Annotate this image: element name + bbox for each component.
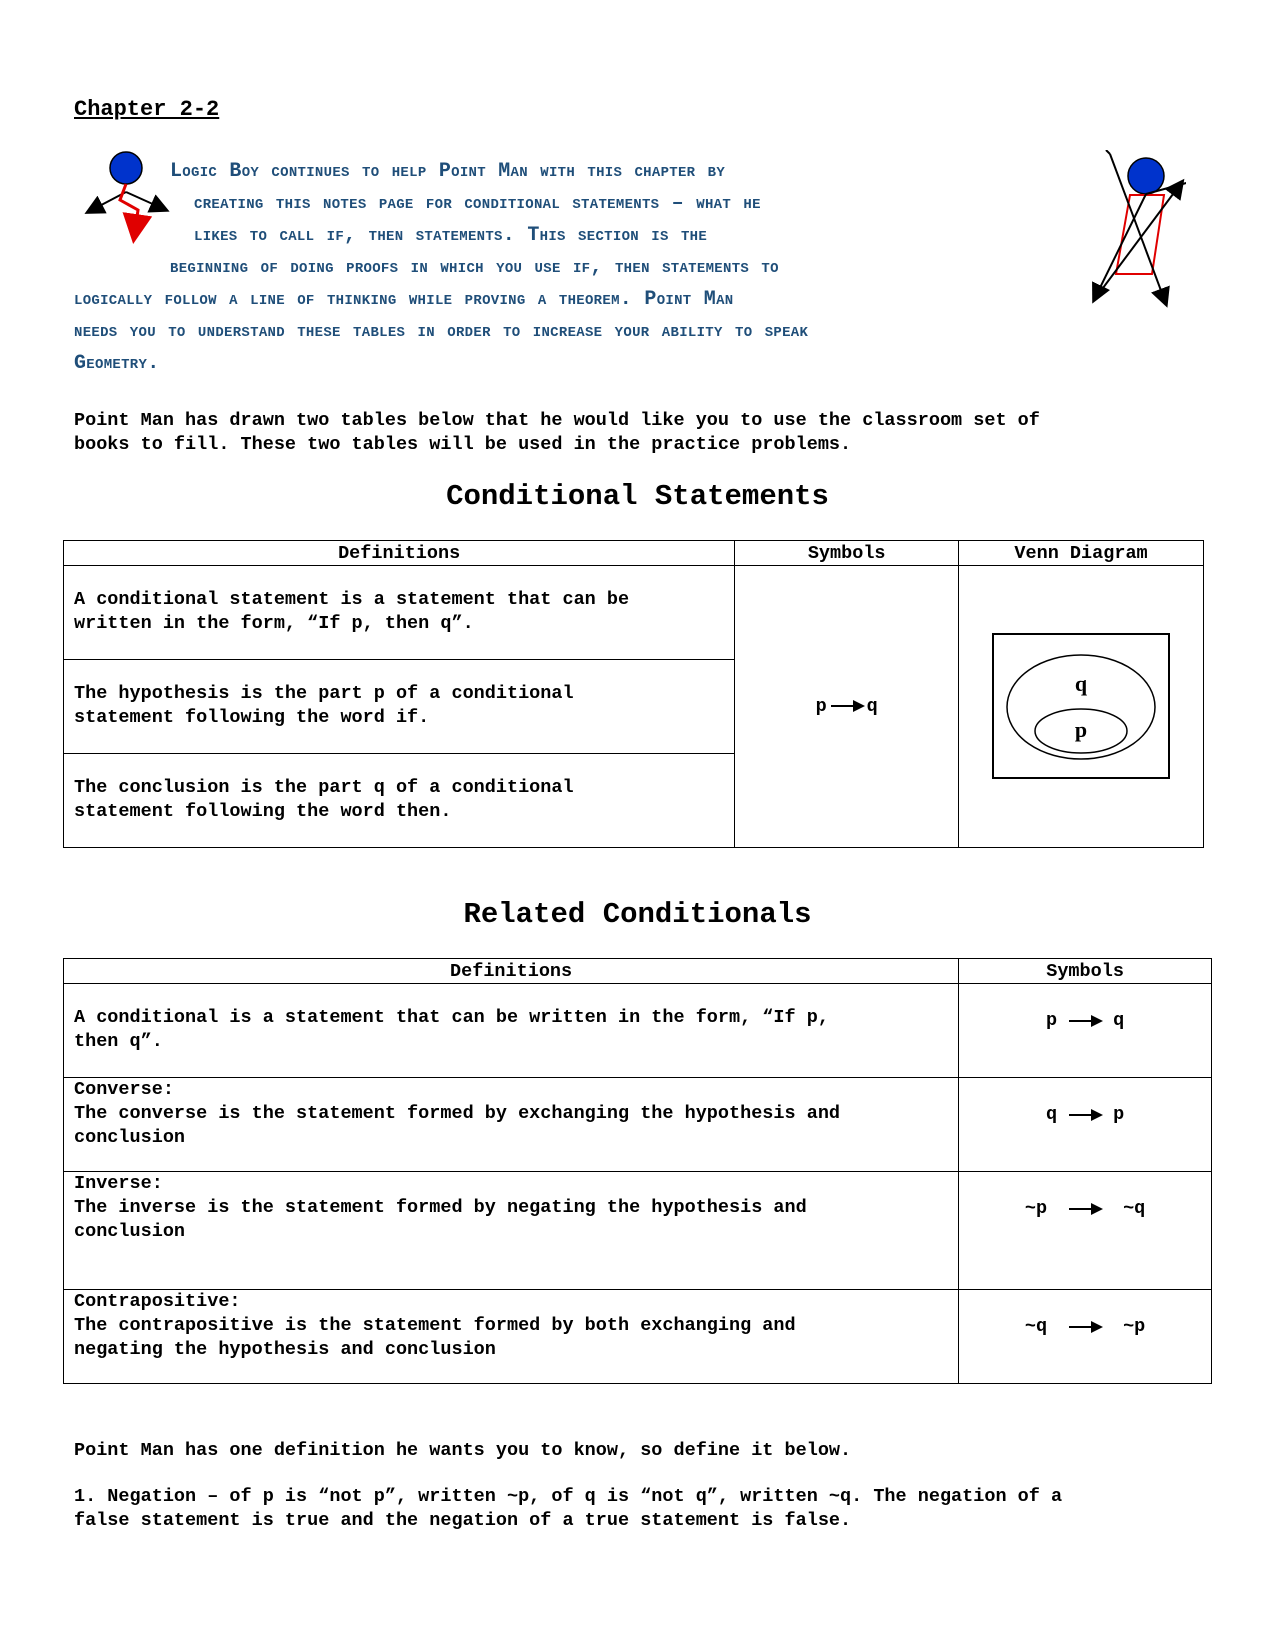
venn-diagram [992, 633, 1170, 779]
implies-arrow-icon [1069, 1208, 1101, 1210]
intro-line: likes to call if, then statements. This section is the [194, 224, 708, 247]
table2-title: Related Conditionals [463, 898, 812, 931]
definition-line: false statement is true and the negation of a true statement is false. [74, 1510, 852, 1531]
definition-text: Converse: The converse is the statement formed by exchanging the hypothesis and conclusion [74, 1079, 841, 1148]
definition-text: The hypothesis is the part p of a conditional statement following the word if. [74, 683, 574, 728]
symbol-right: q [1113, 1010, 1125, 1031]
implies-arrow-icon [1069, 1114, 1101, 1116]
definition-text: Contrapositive: The contrapositive is the statement formed by both exchanging and negating the hypothesis and conclusion [74, 1291, 796, 1360]
symbol-cell [959, 1078, 1212, 1172]
definition-prompt: Point Man has one definition he wants you to know, so define it below. [74, 1440, 852, 1461]
symbol-left: p [815, 695, 827, 717]
intro-line: Logic Boy continues to help Point Man with this chapter by [170, 160, 726, 183]
definition-cell [64, 1172, 959, 1290]
definition-cell [64, 660, 735, 754]
definition-cell [64, 984, 959, 1078]
intro-line: Geometry. [74, 352, 160, 375]
symbol-left: p [1045, 1010, 1058, 1031]
point-man-figure [1086, 150, 1186, 310]
intro-line: logically follow a line of thinking while proving a theorem. Point Man [74, 288, 734, 311]
related-conditionals-table [63, 958, 1212, 1384]
header-venn-diagram: Venn Diagram [959, 541, 1204, 566]
symbol-cell [735, 566, 959, 848]
implies-arrow-icon [831, 705, 863, 707]
logic-boy-figure [84, 148, 176, 250]
implies-arrow-icon [1069, 1326, 1101, 1328]
venn-cell [959, 566, 1204, 848]
intro-line: creating this notes page for conditional statements – what he [194, 192, 761, 215]
implies-arrow-icon [1069, 1020, 1101, 1022]
symbol-left: q [1045, 1104, 1058, 1125]
definition-text: A conditional is a statement that can be written in the form, “If p, then q”. [74, 1007, 829, 1052]
definition-text: A conditional statement is a statement that can be written in the form, “If p, then q”. [74, 589, 630, 634]
header-symbols: Symbols [959, 959, 1212, 984]
definition-cell [64, 566, 735, 660]
header-symbols: Symbols [735, 541, 959, 566]
symbol-right: p [1113, 1104, 1125, 1125]
definition-text: Inverse: The inverse is the statement formed by negating the hypothesis and conclusion [74, 1173, 807, 1242]
definition-line: 1. Negation – of p is “not p”, written ~p, of q is “not q”, written ~q. The negation of a [74, 1486, 1063, 1507]
symbol-cell [959, 984, 1212, 1078]
symbol-right: ~q [1123, 1198, 1146, 1219]
definition-text: The conclusion is the part q of a conditional statement following the word then. [74, 777, 574, 822]
venn-outer-label: q [1074, 671, 1088, 696]
definition-cell [64, 1290, 959, 1384]
intro-line: needs you to understand these tables in order to increase your ability to speak [74, 320, 809, 343]
symbol-cell [959, 1172, 1212, 1290]
instruction-line: books to fill. These two tables will be used in the practice problems. [74, 434, 852, 455]
intro-line: beginning of doing proofs in which you use if, then statements to [170, 256, 779, 279]
table1-title: Conditional Statements [446, 480, 829, 513]
instruction-line: Point Man has drawn two tables below that he would like you to use the classroom set of [74, 410, 1040, 431]
header-definitions: Definitions [64, 541, 735, 566]
symbol-right: ~p [1123, 1316, 1146, 1337]
symbol-right: q [866, 695, 878, 717]
symbol-left: ~q [1024, 1316, 1048, 1337]
chapter-title: Chapter 2-2 [74, 97, 220, 122]
symbol-left: ~p [1024, 1198, 1048, 1219]
definition-cell [64, 754, 735, 848]
venn-inner-label: p [1074, 717, 1088, 742]
header-definitions: Definitions [64, 959, 959, 984]
conditional-statements-table [63, 540, 1204, 848]
definition-cell [64, 1078, 959, 1172]
symbol-cell [959, 1290, 1212, 1384]
